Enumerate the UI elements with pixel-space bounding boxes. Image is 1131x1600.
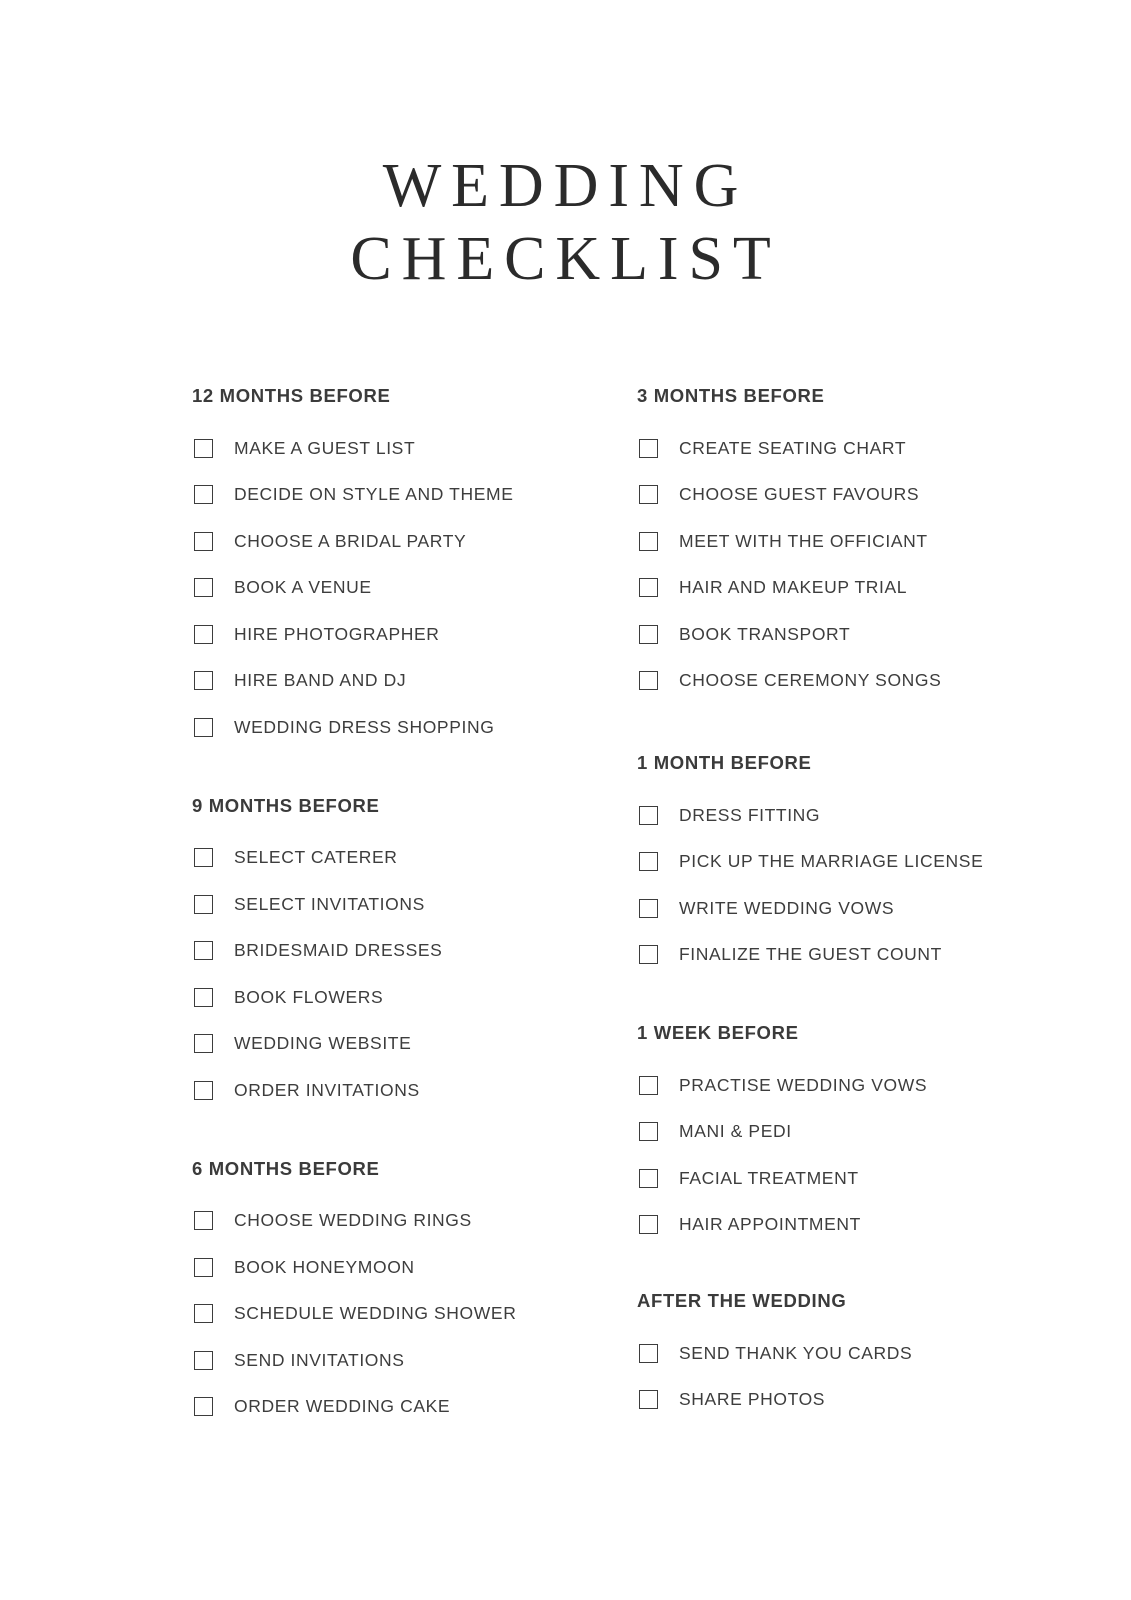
checklist-item[interactable] <box>637 518 1097 565</box>
checkbox-icon[interactable] <box>639 806 658 825</box>
checklist-item-label: DRESS FITTING <box>679 804 821 825</box>
checklist-item[interactable] <box>637 1202 1097 1249</box>
checklist-item[interactable] <box>192 1198 637 1245</box>
checkbox-icon[interactable] <box>194 941 213 960</box>
page-title <box>0 0 1131 296</box>
checklist-item[interactable] <box>637 885 1097 932</box>
checkbox-icon[interactable] <box>194 1034 213 1053</box>
checklist-item[interactable] <box>192 1384 637 1431</box>
checklist-item[interactable] <box>192 1067 637 1114</box>
section-title: 6 MONTHS BEFORE <box>192 1157 380 1179</box>
checklist-item-label: WEDDING WEBSITE <box>234 1033 412 1054</box>
checklist-item-label: WRITE WEDDING VOWS <box>679 897 895 918</box>
checklist-item-label: CHOOSE WEDDING RINGS <box>234 1210 472 1231</box>
checklist-columns <box>0 385 1131 1464</box>
checkbox-icon[interactable] <box>639 671 658 690</box>
checklist-item-label: BOOK A VENUE <box>234 577 372 598</box>
checkbox-icon[interactable] <box>194 671 213 690</box>
checkbox-icon[interactable] <box>639 852 658 871</box>
section-title: 12 MONTHS BEFORE <box>192 385 391 406</box>
checkbox-icon[interactable] <box>639 1076 658 1095</box>
page-title-line-1: WEDDING <box>382 152 749 220</box>
checkbox-icon[interactable] <box>194 1304 213 1323</box>
checklist-item[interactable] <box>192 1244 637 1291</box>
checklist-item-label: BRIDESMAID DRESSES <box>234 940 443 961</box>
checklist-item[interactable] <box>192 1337 637 1384</box>
checkbox-icon[interactable] <box>639 1122 658 1141</box>
section-title: AFTER THE WEDDING <box>637 1290 847 1311</box>
checklist-item-label: PRACTISE WEDDING VOWS <box>679 1074 928 1095</box>
checklist-item[interactable] <box>637 1109 1097 1156</box>
checklist-item-label: HAIR APPOINTMENT <box>679 1214 861 1235</box>
checklist-item-label: HIRE PHOTOGRAPHER <box>234 623 440 644</box>
checklist-section-1-week-before <box>637 1022 1097 1248</box>
checkbox-icon[interactable] <box>194 1081 213 1100</box>
checklist-item-label: FACIAL TREATMENT <box>679 1167 859 1188</box>
checklist-item-label: CHOOSE CEREMONY SONGS <box>679 670 942 691</box>
checklist-item[interactable] <box>637 1330 1097 1377</box>
checklist-item[interactable] <box>637 472 1097 519</box>
checkbox-icon[interactable] <box>194 439 213 458</box>
checklist-section-1-month-before <box>637 752 1097 978</box>
checklist-item[interactable] <box>637 1155 1097 1202</box>
checkbox-icon[interactable] <box>194 718 213 737</box>
checklist-item[interactable] <box>192 928 637 975</box>
checkbox-icon[interactable] <box>194 848 213 867</box>
checklist-item[interactable] <box>637 1377 1097 1424</box>
checklist-item-label: HAIR AND MAKEUP TRIAL <box>679 577 908 598</box>
checklist-item[interactable] <box>637 565 1097 612</box>
checklist-item-label: BOOK HONEYMOON <box>234 1256 415 1277</box>
checklist-section-3-months-before <box>637 385 1097 704</box>
checklist-section-after-the-wedding <box>637 1290 1097 1423</box>
checkbox-icon[interactable] <box>194 1351 213 1370</box>
checklist-item-label: BOOK FLOWERS <box>234 986 384 1007</box>
checkbox-icon[interactable] <box>194 1211 213 1230</box>
checklist-section-6-months-before <box>192 1158 637 1431</box>
checkbox-icon[interactable] <box>194 625 213 644</box>
checklist-item[interactable] <box>192 611 637 658</box>
checkbox-icon[interactable] <box>194 1258 213 1277</box>
checkbox-icon[interactable] <box>194 1397 213 1416</box>
checkbox-icon[interactable] <box>639 439 658 458</box>
checklist-item[interactable] <box>192 704 637 751</box>
checkbox-icon[interactable] <box>639 1169 658 1188</box>
checklist-item[interactable] <box>637 932 1097 979</box>
section-title: 1 MONTH BEFORE <box>637 752 812 773</box>
checklist-item[interactable] <box>192 518 637 565</box>
checklist-item-label: MANI & PEDI <box>679 1121 792 1142</box>
checkbox-icon[interactable] <box>639 485 658 504</box>
checkbox-icon[interactable] <box>194 532 213 551</box>
checkbox-icon[interactable] <box>194 485 213 504</box>
checklist-item-label: CHOOSE A BRIDAL PARTY <box>234 530 467 551</box>
checklist-item[interactable] <box>637 839 1097 886</box>
checklist-item[interactable] <box>637 792 1097 839</box>
checkbox-icon[interactable] <box>639 625 658 644</box>
checklist-item[interactable] <box>637 611 1097 658</box>
checklist-item-label: CHOOSE GUEST FAVOURS <box>679 484 920 505</box>
checklist-section-12-months-before <box>192 385 637 751</box>
checklist-item[interactable] <box>192 835 637 882</box>
checkbox-icon[interactable] <box>639 532 658 551</box>
checklist-column-right <box>637 385 1097 1457</box>
checklist-item-label: WEDDING DRESS SHOPPING <box>234 716 495 737</box>
checklist-item-label: BOOK TRANSPORT <box>679 623 851 644</box>
checkbox-icon[interactable] <box>639 578 658 597</box>
checklist-item-label: SELECT CATERER <box>234 847 398 868</box>
checklist-item-label: SEND THANK YOU CARDS <box>679 1342 913 1363</box>
checklist-item[interactable] <box>192 565 637 612</box>
checklist-item-label: ORDER WEDDING CAKE <box>234 1396 451 1417</box>
checklist-item[interactable] <box>192 472 637 519</box>
checkbox-icon[interactable] <box>639 1344 658 1363</box>
checklist-item-label: SEND INVITATIONS <box>234 1349 405 1370</box>
checkbox-icon[interactable] <box>194 988 213 1007</box>
checklist-item[interactable] <box>192 1021 637 1068</box>
checkbox-icon[interactable] <box>194 578 213 597</box>
checklist-item-label: SCHEDULE WEDDING SHOWER <box>234 1303 517 1324</box>
page-title-line-2: CHECKLIST <box>350 225 781 294</box>
section-title: 1 WEEK BEFORE <box>637 1022 799 1043</box>
checklist-item[interactable] <box>192 425 637 472</box>
checklist-item-label: SELECT INVITATIONS <box>234 893 425 914</box>
checklist-item[interactable] <box>192 881 637 928</box>
checkbox-icon[interactable] <box>639 945 658 964</box>
checklist-section-9-months-before <box>192 795 637 1114</box>
checklist-item[interactable] <box>192 974 637 1021</box>
checklist-item-label: HIRE BAND AND DJ <box>234 670 407 691</box>
checkbox-icon[interactable] <box>639 899 658 918</box>
checklist-item-label: PICK UP THE MARRIAGE LICENSE <box>679 851 984 872</box>
checklist-item-label: MAKE A GUEST LIST <box>234 437 416 458</box>
section-title: 9 MONTHS BEFORE <box>192 794 380 816</box>
checklist-item[interactable] <box>637 1062 1097 1109</box>
checklist-item[interactable] <box>637 425 1097 472</box>
checklist-item-label: CREATE SEATING CHART <box>679 437 907 458</box>
checklist-item-label: FINALIZE THE GUEST COUNT <box>679 944 942 965</box>
checklist-item-label: MEET WITH THE OFFICIANT <box>679 530 928 551</box>
checklist-item[interactable] <box>192 658 637 705</box>
checklist-item[interactable] <box>637 658 1097 705</box>
checkbox-icon[interactable] <box>194 895 213 914</box>
checkbox-icon[interactable] <box>639 1390 658 1409</box>
checklist-item-label: DECIDE ON STYLE AND THEME <box>234 484 514 505</box>
checklist-item[interactable] <box>192 1291 637 1338</box>
checklist-column-left <box>192 385 637 1464</box>
section-title: 3 MONTHS BEFORE <box>637 385 825 406</box>
checklist-item-label: SHARE PHOTOS <box>679 1389 826 1410</box>
checkbox-icon[interactable] <box>639 1215 658 1234</box>
checklist-item-label: ORDER INVITATIONS <box>234 1079 420 1100</box>
